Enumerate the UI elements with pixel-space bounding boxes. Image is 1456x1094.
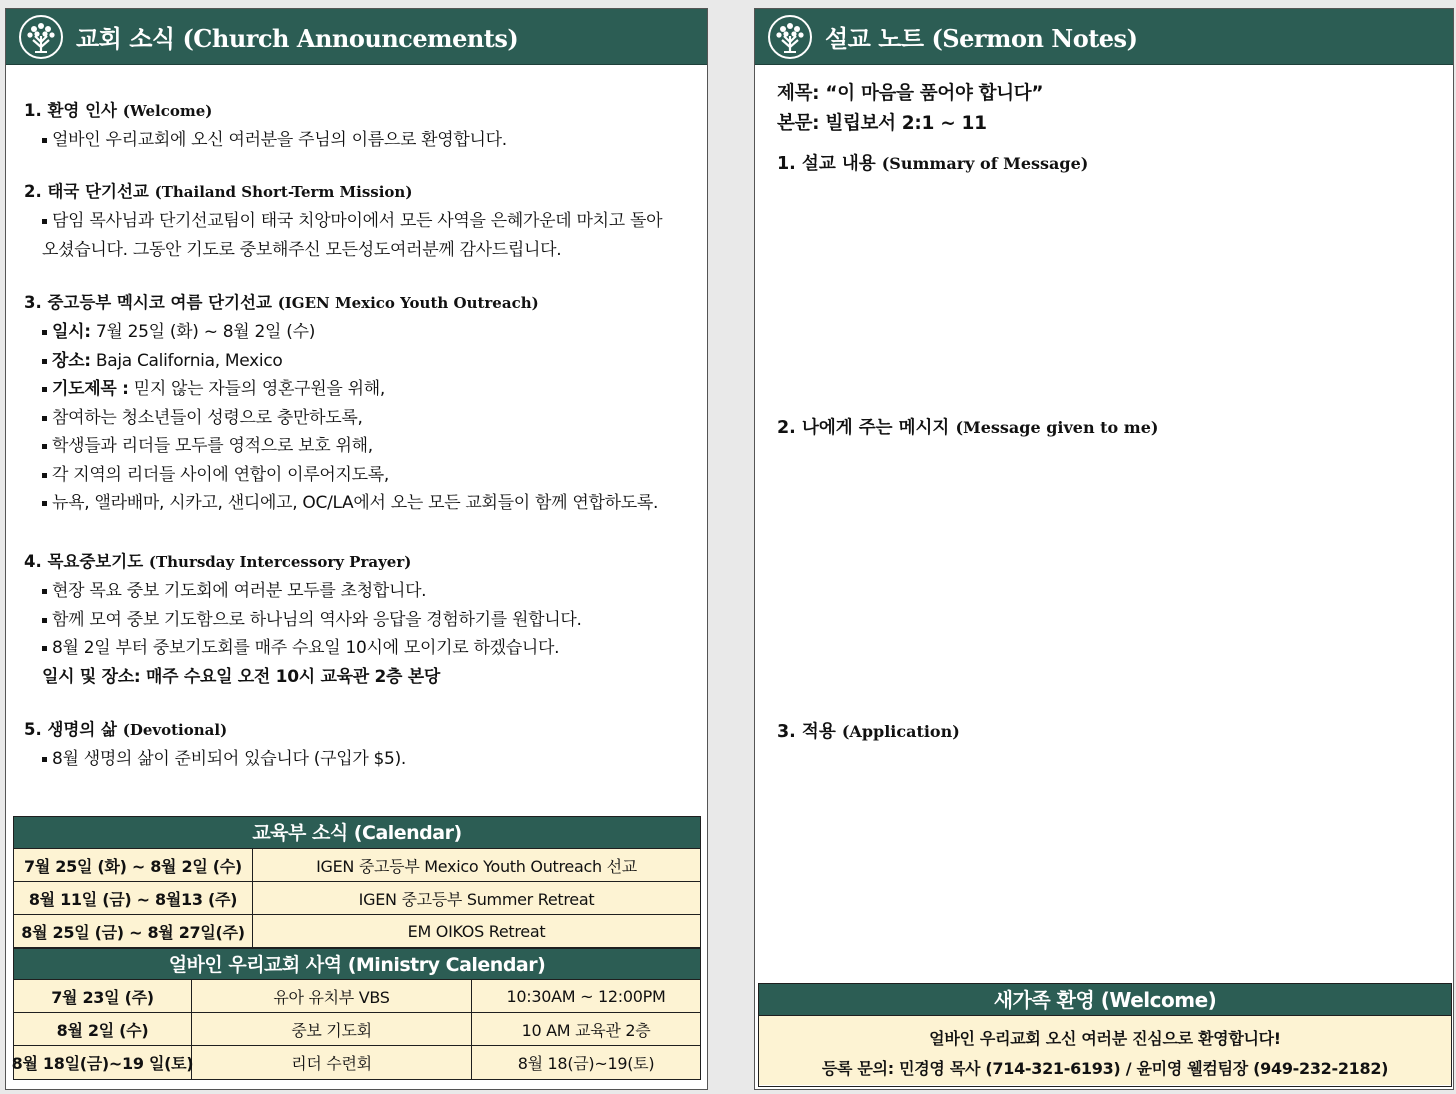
- date-cell: 8월 18일(금)~19 일(토): [14, 1046, 192, 1079]
- event-cell: 유아 유치부 VBS: [192, 980, 472, 1012]
- date-cell: 7월 25일 (화) ~ 8월 2일 (수): [14, 849, 253, 881]
- list-item: 참여하는 청소년들이 성령으로 충만하도록,: [24, 404, 707, 433]
- table-row: [14, 849, 700, 882]
- section-thailand-mission: [24, 177, 707, 264]
- event-cell: EM OIKOS Retreat: [407, 921, 546, 941]
- sermon-subject: 제목: “이 마음을 품어야 합니다”: [777, 83, 1044, 104]
- event-cell: IGEN 중고등부 Mexico Youth Outreach 선교: [316, 856, 637, 876]
- event-cell: 중보 기도회: [192, 1013, 472, 1045]
- ministry-calendar-title: 얼바인 우리교회 사역 (Ministry Calendar): [14, 948, 700, 980]
- calendar-table: [13, 816, 701, 1080]
- event-cell: 리더 수련회: [192, 1046, 472, 1079]
- list-item: 담임 목사님과 단기선교팀이 태국 치앙마이에서 모든 사역을 은혜가운데 마치고 돌아오셨습니다. 그동안 기도로 중보해주신 모든성도여러분께 감사드립니다.: [24, 207, 674, 264]
- date-cell: 8월 2일 (수): [14, 1013, 192, 1045]
- table-row: [14, 882, 700, 915]
- list-item: 얼바인 우리교회에 오신 여러분을 주님의 이름으로 환영합니다.: [24, 126, 707, 155]
- section-mexico-outreach: [24, 288, 707, 518]
- list-item: 뉴욕, 앨라배마, 시카고, 샌디에고, OC/LA에서 오는 모든 교회들이 함께 연합하도록.: [24, 489, 707, 518]
- list-item: 학생들과 리더들 모두를 영적으로 보호 위해,: [24, 432, 707, 461]
- notes-section-application: 3. 적용 (Application): [777, 722, 960, 742]
- list-item: 8월 생명의 삶이 준비되어 있습니다 (구입가 $5).: [24, 745, 707, 774]
- time-cell: 10:30AM ~ 12:00PM: [506, 986, 666, 1006]
- sermon-notes-header: [755, 9, 1453, 65]
- time-cell: 8월 18(금)~19(토): [517, 1054, 655, 1073]
- section-title: 5. 생명의 삶 (Devotional): [24, 720, 228, 739]
- list-item-place: 장소: Baja California, Mexico: [24, 347, 707, 376]
- event-cell: IGEN 중고등부 Summer Retreat: [358, 889, 595, 909]
- table-row: [11, 1046, 700, 1079]
- announcements-title: 교회 소식 (Church Announcements): [76, 24, 519, 53]
- date-cell: 7월 23일 (주): [14, 980, 192, 1012]
- notes-section-summary: 1. 설교 내용 (Summary of Message): [777, 154, 1089, 174]
- prayer-time-place: 일시 및 장소: 매주 수요일 오전 10시 교육관 2층 본당: [42, 666, 440, 687]
- date-cell: 8월 11일 (금) ~ 8월13 (주): [14, 882, 253, 914]
- time-cell: 10 AM 교육관 2층: [521, 1020, 651, 1040]
- welcome-box-title: 새가족 환영 (Welcome): [759, 984, 1451, 1016]
- calendar-title: 교육부 소식 (Calendar): [14, 817, 700, 849]
- section-title: 4. 목요중보기도 (Thursday Intercessory Prayer): [24, 552, 412, 571]
- registration-contact: 등록 문의: 민경영 목사 (714-321-6193) / 윤미영 웰컴팀장 (949-232-2182): [821, 1059, 1389, 1078]
- table-row: [14, 1013, 700, 1046]
- sermon-notes-title: 설교 노트 (Sermon Notes): [825, 24, 1138, 53]
- list-item: 함께 모여 중보 기도함으로 하나님의 역사와 응답을 경험하기를 원합니다.: [24, 606, 707, 635]
- new-family-welcome-box: [758, 983, 1452, 1087]
- tree-logo-icon: [767, 14, 813, 60]
- list-item: 8월 2일 부터 중보기도회를 매주 수요일 10시에 모이기로 하겠습니다.: [24, 634, 707, 663]
- list-item: 현장 목요 중보 기도회에 여러분 모두를 초청합니다.: [24, 577, 707, 606]
- section-title: 1. 환영 인사 (Welcome): [24, 101, 213, 120]
- list-item-prayer: 기도제목 : 믿지 않는 자들의 영혼구원을 위해,: [24, 375, 707, 404]
- table-row: [14, 980, 700, 1013]
- list-item-date: 일시: 7월 25일 (화) ~ 8월 2일 (수): [24, 318, 707, 347]
- list-item: 각 지역의 리더들 사이에 연합이 이루어지도록,: [24, 461, 707, 490]
- sermon-scripture: 본문: 빌립보서 2:1 ~ 11: [777, 113, 987, 134]
- sermon-notes-panel: [754, 8, 1454, 1090]
- table-row: [14, 915, 700, 948]
- tree-logo-icon: [18, 14, 64, 60]
- date-cell: 8월 25일 (금) ~ 8월 27일(주): [14, 915, 253, 947]
- notes-section-message: 2. 나에게 주는 메시지 (Message given to me): [777, 418, 1159, 438]
- section-devotional: [24, 715, 707, 774]
- section-title: 2. 태국 단기선교 (Thailand Short-Term Mission): [24, 182, 413, 201]
- welcome-message: 얼바인 우리교회 오신 여러분 진심으로 환영합니다!: [929, 1029, 1281, 1048]
- section-thursday-prayer: [24, 547, 707, 691]
- announcements-panel: [5, 8, 708, 1090]
- section-welcome: [24, 96, 707, 155]
- announcements-header: [6, 9, 707, 65]
- section-title: 3. 중고등부 멕시코 여름 단기선교 (IGEN Mexico Youth Outreach): [24, 293, 539, 312]
